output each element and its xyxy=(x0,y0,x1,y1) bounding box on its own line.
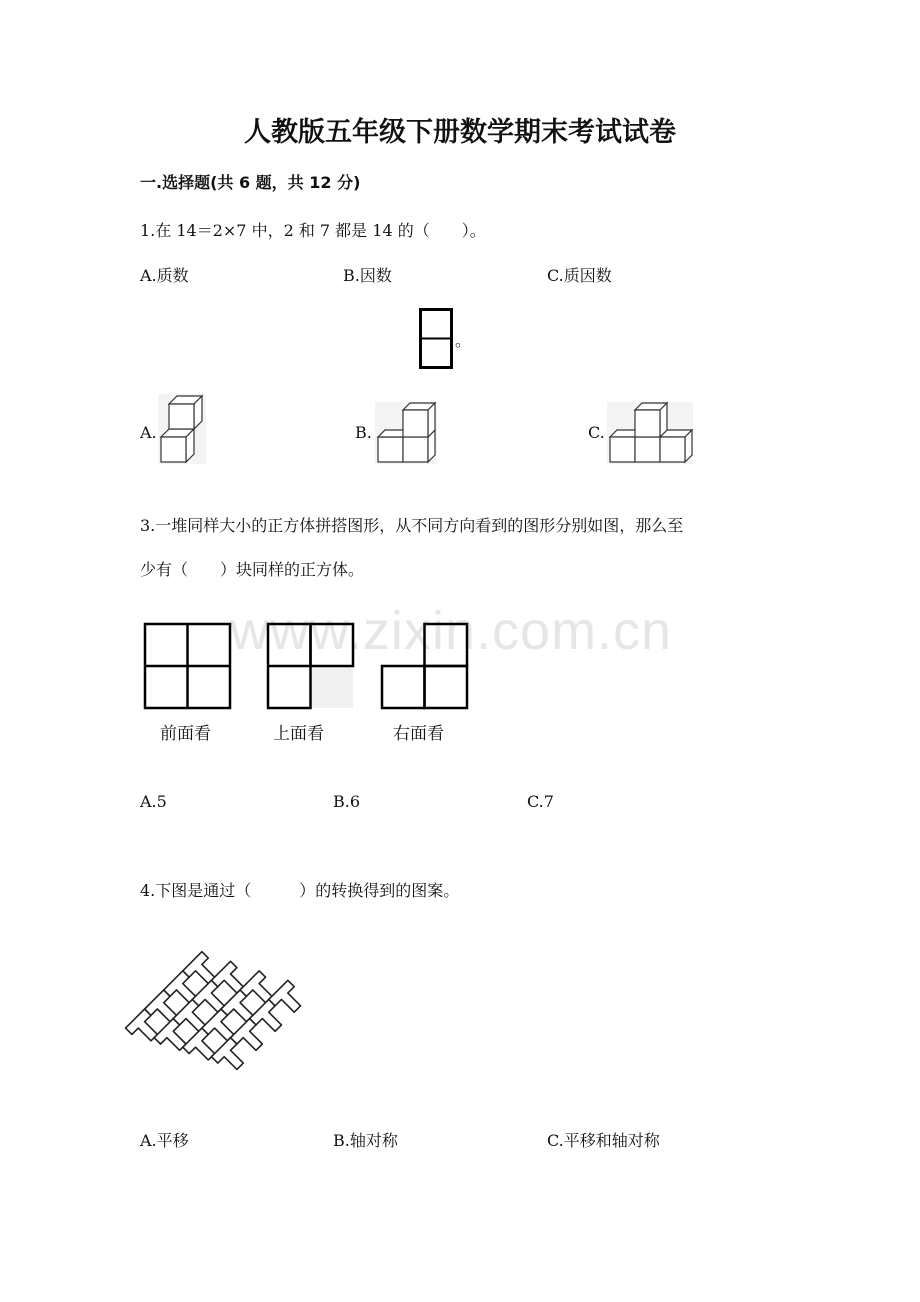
question-4-option-c[interactable]: C.平移和轴对称 xyxy=(547,1131,660,1150)
front-view-label: 前面看 xyxy=(160,724,211,744)
section-heading: 一.选择题(共 6 题，共 12 分) xyxy=(140,173,361,192)
watermark: www.zixin.com.cn xyxy=(230,601,673,661)
question-4-option-b[interactable]: B.轴对称 xyxy=(333,1131,398,1150)
question-1-option-a[interactable]: A.质数 xyxy=(140,266,189,285)
pattern-tile xyxy=(250,999,288,1037)
question-3-option-a[interactable]: A.5 xyxy=(140,792,167,811)
question-1-option-b[interactable]: B.因数 xyxy=(343,266,392,285)
question-3-option-b[interactable]: B.6 xyxy=(333,792,361,811)
exam-title: 人教版五年级下册数学期末考试试卷 xyxy=(244,117,676,148)
question-3-text-line-2: 少有（ ）块同样的正方体。 xyxy=(140,560,365,579)
top-view-grid xyxy=(266,622,356,710)
right-view-grid xyxy=(380,622,470,710)
question-2-option-b[interactable]: B. xyxy=(355,423,372,442)
question-3-text-line-1: 3.一堆同样大小的正方体拼搭图形，从不同方向看到的图形分别如图，那么至 xyxy=(140,516,684,535)
pattern-tile xyxy=(211,1038,249,1076)
question-2-text-end: 。 xyxy=(455,331,472,350)
option-c-cube-figure xyxy=(607,402,695,464)
question-2-option-a[interactable]: A. xyxy=(140,423,157,442)
question-1-text: 1.在 14＝2×7 中，2 和 7 都是 14 的（ ）。 xyxy=(140,221,486,240)
question-3-option-c[interactable]: C.7 xyxy=(527,792,554,811)
pattern-tile xyxy=(269,980,307,1018)
question-4-option-a[interactable]: A.平移 xyxy=(140,1131,189,1150)
translation-pattern-figure xyxy=(138,938,304,1080)
question-1-option-c[interactable]: C.质因数 xyxy=(547,266,612,285)
question-4-text: 4.下图是通过（ ）的转换得到的图案。 xyxy=(140,881,460,900)
top-view-label: 上面看 xyxy=(273,724,324,744)
front-view-figure xyxy=(419,308,453,370)
question-2-option-c[interactable]: C. xyxy=(588,423,605,442)
option-b-cube-figure xyxy=(375,402,439,464)
front-view-grid xyxy=(143,622,233,710)
option-a-cube-figure xyxy=(158,394,208,464)
right-view-label: 右面看 xyxy=(393,724,444,744)
pattern-tile xyxy=(231,1019,269,1057)
